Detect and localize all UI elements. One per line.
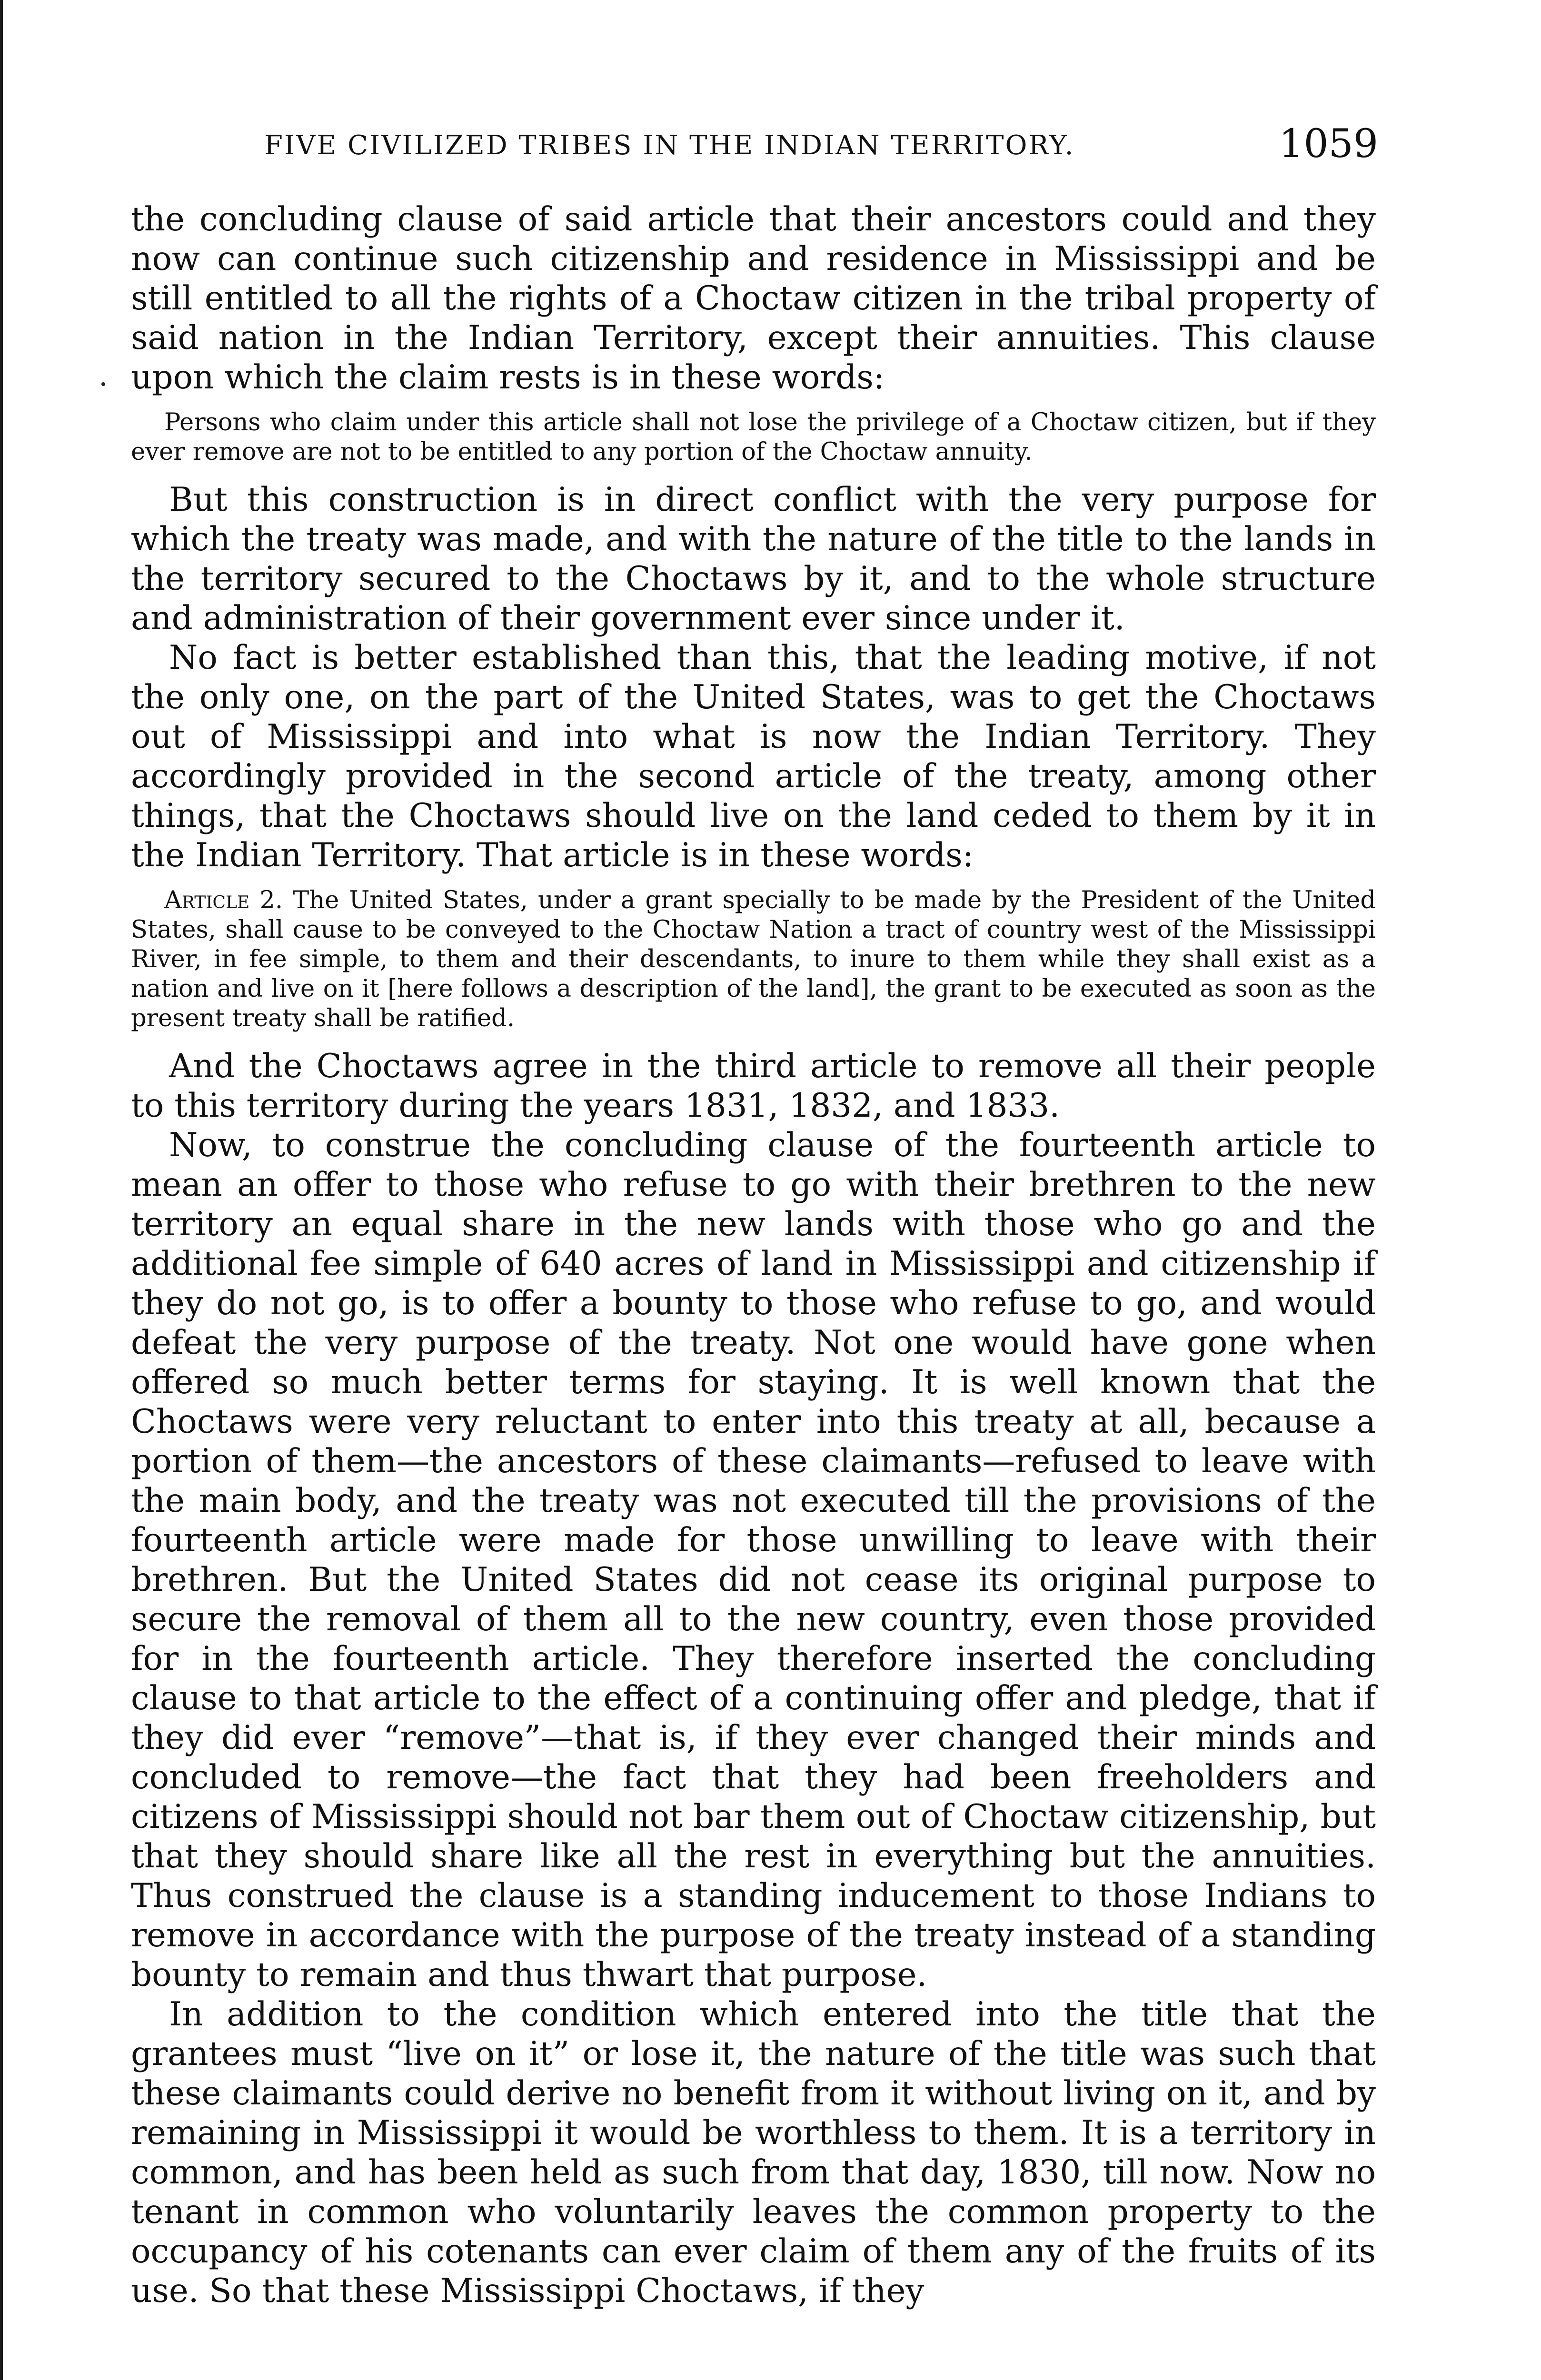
page-body (131, 200, 1376, 2311)
paragraph: And the Choctaws agree in the third article to remove all their people to this territory during the years 1831, 1832, and 1833. (131, 1047, 1376, 1125)
paragraph: Now, to construe the concluding clause of the fourteenth article to mean an offer to those who refuse to go with their brethren to the new territory an equal share in the new lands with those who go and the additional fee simple of 640 acres of land in Mississippi and citizenship if they do not go, is to offer a bounty to those who refuse to go, and would defeat the very purpose of the treaty. Not one would have gone when offered so much better terms for staying. It is well known that the Choctaws were very reluctant to enter into this treaty at all, because a portion of them—the ancestors of these claimants—refused to leave with the main body, and the treaty was not executed till the provisions of the fourteenth article were made for those unwilling to leave with their brethren. But the United States did not cease its original purpose to secure the removal of them all to the new country, even those provided for in the fourteenth article. They therefore inserted the concluding clause to that article to the effect of a continuing offer and pledge, that if they did ever “remove”—that is, if they ever changed their minds and concluded to remove—the fact that they had been freeholders and citizens of Mississippi should not bar them out of Choctaw citizenship, but that they should share like all the rest in everything but the annuities. Thus construed the clause is a standing inducement to those Indians to remove in accordance with the purpose of the treaty instead of a standing bounty to remain and thus thwart that purpose. (131, 1126, 1376, 1994)
running-title: FIVE CIVILIZED TRIBES IN THE INDIAN TERRITORY. (264, 130, 1075, 161)
block-quote-article-14: Persons who claim under this article shall not lose the privilege of a Choctaw citizen, but if they ever remove are not to be entitled to any portion of the Choctaw annuity. (131, 408, 1376, 466)
article-label: Article 2. (164, 886, 283, 914)
page-header (131, 121, 1378, 174)
paragraph: But this construction is in direct conflict with the very purpose for which the treaty was made, and with the nature of the title to the lands in the territory secured to the Choctaws by it, and to the whole structure and administration of their government ever since under it. (131, 481, 1376, 637)
paragraph: No fact is better established than this, that the leading motive, if not the only one, on the part of the United States, was to get the Choctaws out of Mississippi and into what is now the Indian Territory. They accordingly provided in the second article of the treaty, among other things, that the Choctaws should live on the land ceded to them by it in the Indian Territory. That article is in these words: (131, 639, 1376, 874)
scan-border-left (0, 0, 3, 2380)
page-number: 1059 (1279, 121, 1378, 167)
paragraph-continued: the concluding clause of said article that their ancestors could and they now can continue such citizenship and residence in Mississippi and be still entitled to all the rights of a Choctaw citizen in the tribal property of said nation in the Indian Territory, except their annuities. This clause upon which the claim rests is in these words: (131, 200, 1376, 397)
scan-speck (101, 382, 105, 386)
block-quote-article-2 (131, 886, 1376, 1033)
paragraph: In addition to the condition which entered into the title that the grantees must “live on it” or lose it, the nature of the title was such that these claimants could derive no benefit from it without living on it, and by remaining in Mississippi it would be worthless to them. It is a territory in common, and has been held as such from that day, 1830, till now. Now no tenant in common who voluntarily leaves the common property to the occupancy of his cotenants can ever claim of them any of the fruits of its use. So that these Mississippi Choctaws, if they (131, 1995, 1376, 2310)
article-text: The United States, under a grant specially to be made by the President of the United States, shall cause to be conveyed to the Choctaw Nation a tract of country west of the Mississippi River, in fee simple, to them and their descendants, to inure to them while they shall exist as a nation and live on it [here follows a description of the land], the grant to be executed as soon as the present treaty shall be ratified. (131, 886, 1376, 1032)
